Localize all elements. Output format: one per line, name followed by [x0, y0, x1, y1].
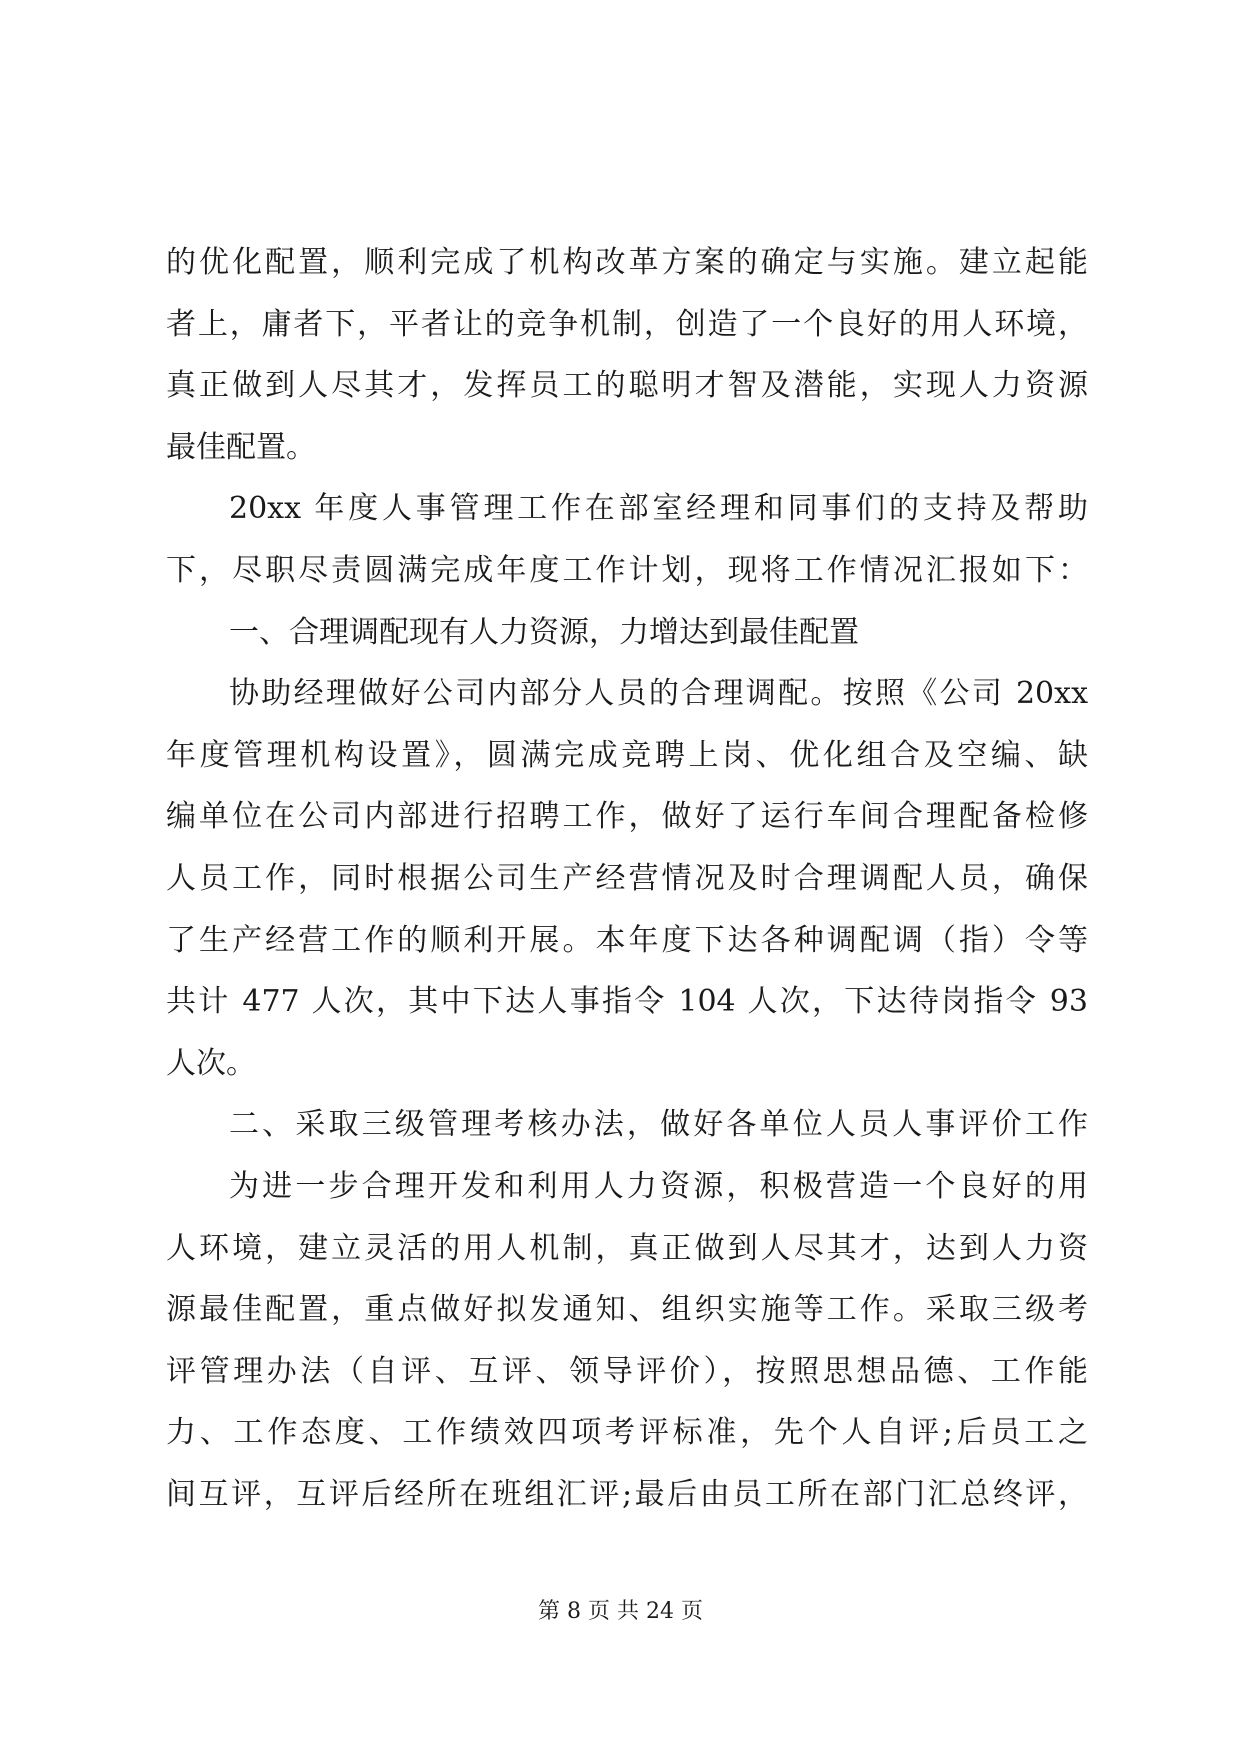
text-line: 源最佳配置，重点做好拟发通知、组织实施等工作。采取三级考	[166, 1292, 1088, 1328]
text-line: 最佳配置。	[166, 429, 316, 465]
body-text	[166, 232, 1088, 1525]
text-line: 年度管理机构设置》，圆满完成竞聘上岗、优化组合及空编、缺	[166, 737, 1088, 773]
text-line: 编单位在公司内部进行招聘工作，做好了运行车间合理配备检修	[166, 799, 1088, 835]
text-line: 评管理办法（自评、互评、领导评价），按照思想品德、工作能	[166, 1353, 1088, 1389]
text-line: 为进一步合理开发和利用人力资源，积极营造一个良好的用	[229, 1168, 1088, 1204]
text-line: 下，尽职尽责圆满完成年度工作计划，现将工作情况汇报如下：	[166, 552, 1088, 588]
text-line: 人次。	[166, 1045, 256, 1081]
text-line: 协助经理做好公司内部分人员的合理调配。按照《公司 20xx	[229, 676, 1088, 712]
text-line: 的优化配置，顺利完成了机构改革方案的确定与实施。建立起能	[166, 245, 1088, 280]
text-line: 了生产经营工作的顺利开展。本年度下达各种调配调（指）令等	[166, 922, 1088, 958]
text-line: 人环境，建立灵活的用人机制，真正做到人尽其才，达到人力资	[166, 1230, 1088, 1266]
text-line: 共计 477 人次，其中下达人事指令 104 人次，下达待岗指令 93	[166, 984, 1088, 1020]
text-line: 间互评，互评后经所在班组汇评;最后由员工所在部门汇总终评，	[166, 1476, 1088, 1512]
page-footer: 第 8 页 共 24 页	[538, 1599, 703, 1624]
section-heading: 二、采取三级管理考核办法，做好各单位人员人事评价工作	[229, 1107, 1088, 1143]
text-line: 真正做到人尽其才，发挥员工的聪明才智及潜能，实现人力资源	[166, 368, 1088, 404]
text-line: 者上，庸者下，平者让的竞争机制，创造了一个良好的用人环境，	[166, 306, 1088, 342]
text-line: 20xx 年度人事管理工作在部室经理和同事们的支持及帮助	[229, 491, 1088, 527]
text-line: 力、工作态度、工作绩效四项考评标准，先个人自评;后员工之	[166, 1415, 1088, 1451]
text-line: 人员工作，同时根据公司生产经营情况及时合理调配人员，确保	[166, 860, 1088, 896]
section-heading: 一、合理调配现有人力资源，力增达到最佳配置	[229, 614, 859, 650]
